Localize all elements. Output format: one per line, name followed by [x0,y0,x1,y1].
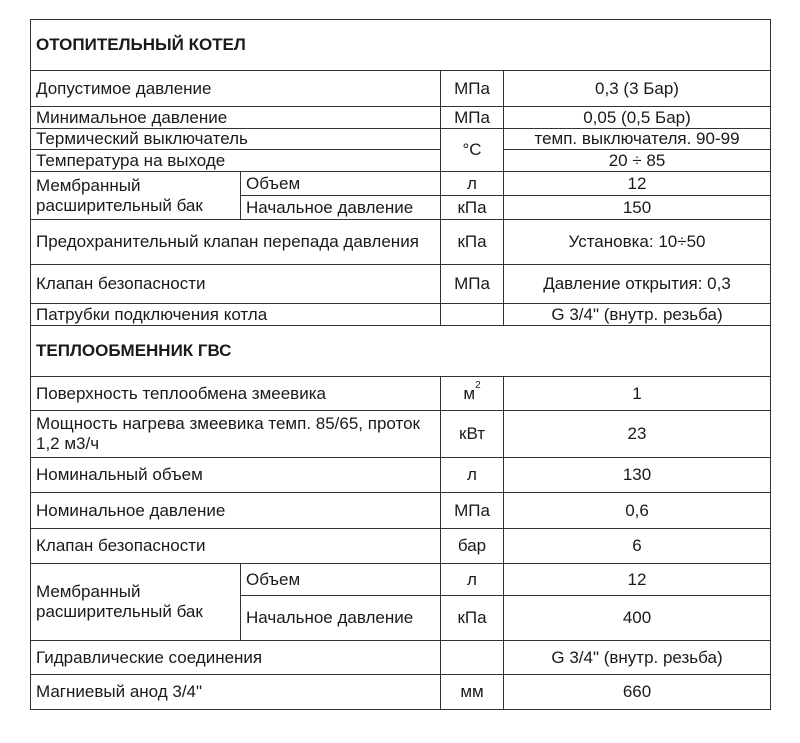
table-row [31,377,771,411]
param-value: Давление открытия: 0,3 [504,265,771,304]
section-header-row [31,326,771,377]
param-label: Мембранный расширительный бак [31,564,241,641]
param-unit: л [441,458,504,493]
param-unit: л [441,564,504,596]
param-value: 0,6 [504,493,771,529]
param-label: Номинальное давление [31,493,441,529]
param-unit [441,377,504,411]
table-row [31,411,771,458]
param-value: 0,05 (0,5 Бар) [504,107,771,129]
param-unit: бар [441,529,504,564]
section-header-row [31,20,771,71]
table-row [31,529,771,564]
param-unit: кПа [441,596,504,641]
param-value: 12 [504,564,771,596]
param-value: G 3/4" (внутр. резьба) [504,641,771,675]
param-unit: мм [441,675,504,710]
param-label: Номинальный объем [31,458,441,493]
param-value: 0,3 (3 Бар) [504,71,771,107]
param-value: 130 [504,458,771,493]
param-sublabel: Начальное давление [241,196,441,220]
table-row [31,493,771,529]
param-unit: °С [441,129,504,172]
param-label: Предохранительный клапан перепада давления [31,220,441,265]
param-sublabel: Объем [241,172,441,196]
table-row [31,129,771,150]
table-row [31,220,771,265]
section-title-boiler: ОТОПИТЕЛЬНЫЙ КОТЕЛ [31,20,771,71]
param-unit: кПа [441,196,504,220]
table-row [31,150,771,172]
table-row [31,641,771,675]
section-title-dhw: ТЕПЛООБМЕННИК ГВС [31,326,771,377]
param-unit: МПа [441,265,504,304]
table-row [31,265,771,304]
table-row [31,564,771,596]
param-label: Патрубки подключения котла [31,304,441,326]
param-label: Мощность нагрева змеевика темп. 85/65, проток 1,2 м3/ч [31,411,441,458]
param-label: Клапан безопасности [31,529,441,564]
param-label: Поверхность теплообмена змеевика [31,377,441,411]
param-value: 12 [504,172,771,196]
table-row [31,172,771,196]
param-label: Магниевый анод 3/4" [31,675,441,710]
param-label: Минимальное давление [31,107,441,129]
table-row [31,107,771,129]
param-label: Термический выключатель [31,129,441,150]
param-unit: МПа [441,71,504,107]
param-value: 400 [504,596,771,641]
param-value: 6 [504,529,771,564]
param-value: 1 [504,377,771,411]
param-label: Допустимое давление [31,71,441,107]
param-label: Клапан безопасности [31,265,441,304]
param-unit: кПа [441,220,504,265]
param-value: Установка: 10÷50 [504,220,771,265]
param-label: Температура на выходе [31,150,441,172]
param-sublabel: Объем [241,564,441,596]
param-label: Мембранный расширительный бак [31,172,241,220]
param-value: 150 [504,196,771,220]
unit-text: м [463,383,476,403]
param-value: 23 [504,411,771,458]
param-value: G 3/4" (внутр. резьба) [504,304,771,326]
param-sublabel: Начальное давление [241,596,441,641]
table-row [31,458,771,493]
param-unit [441,641,504,675]
param-unit: л [441,172,504,196]
unit-superscript: 2 [475,379,481,391]
param-unit: МПа [441,493,504,529]
param-value: 20 ÷ 85 [504,150,771,172]
table-row [31,71,771,107]
param-unit: кВт [441,411,504,458]
param-value: 660 [504,675,771,710]
param-unit [441,304,504,326]
table-row [31,675,771,710]
param-label: Гидравлические соединения [31,641,441,675]
table-row [31,304,771,326]
param-value: темп. выключателя. 90-99 [504,129,771,150]
specifications-table [30,19,771,710]
param-unit: МПа [441,107,504,129]
